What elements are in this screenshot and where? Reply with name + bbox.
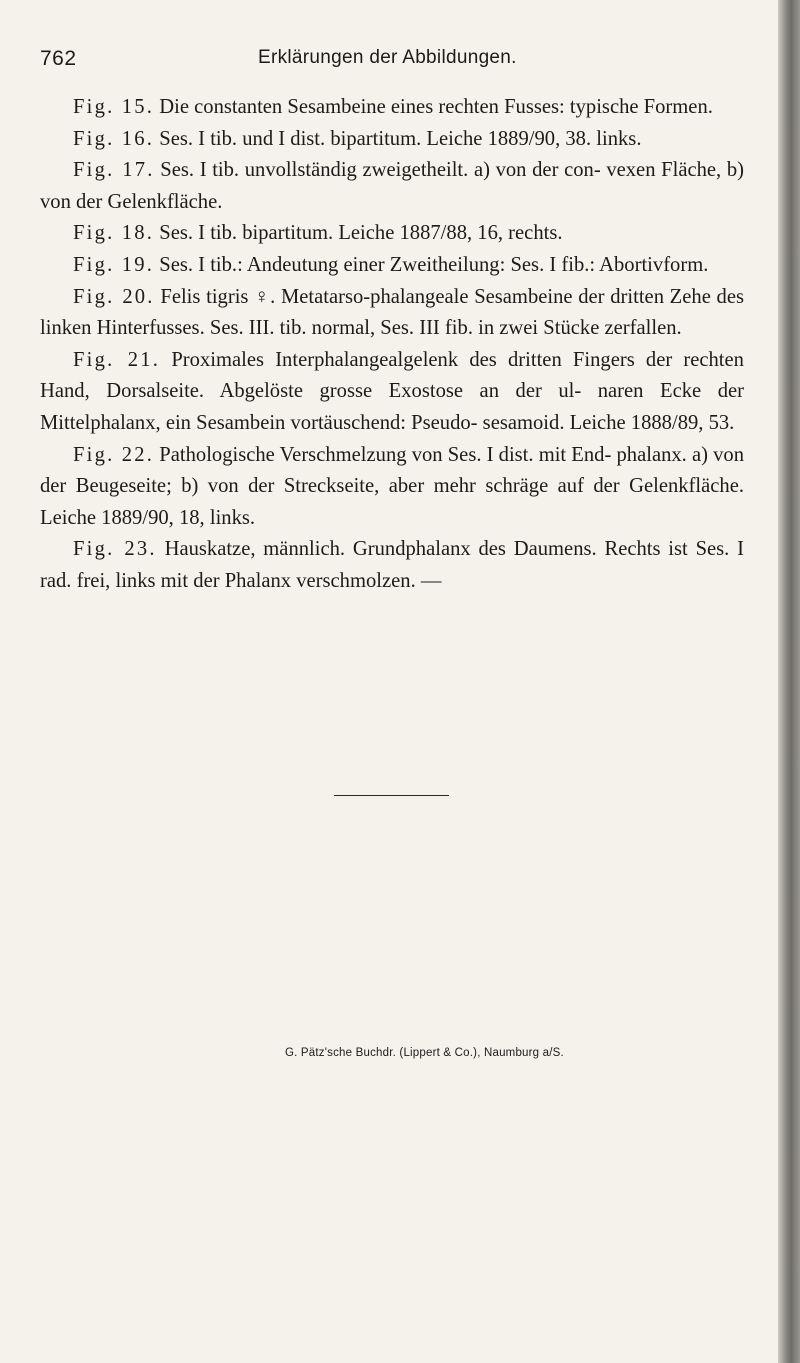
figure-entry (40, 155, 744, 218)
figure-description: Ses. I tib. unvollständig zweigetheilt. a) von der con- vexen Fläche, b) von der Gelenkfläche. (40, 159, 744, 213)
figure-description: Die constanten Sesambeine eines rechten Fusses: typische Formen. (159, 96, 713, 118)
figure-label: Fig. 20. (73, 285, 155, 308)
figure-explanations (40, 92, 744, 598)
figure-label: Fig. 19. (73, 253, 155, 276)
figure-label: Fig. 18. (73, 222, 155, 245)
figure-description: Hauskatze, männlich. Grundphalanx des Daumens. Rechts ist Ses. I rad. frei, links mit der Phalanx verschmolzen. — (40, 538, 744, 592)
figure-label: Fig. 17. (73, 159, 155, 182)
page-edge (778, 0, 800, 1363)
end-rule (334, 795, 449, 796)
figure-entry (40, 92, 744, 124)
figure-entry (40, 440, 744, 535)
page-number: 762 (40, 47, 77, 70)
figure-description: Ses. I tib.: Andeutung einer Zweitheilung: Ses. I fib.: Abortivform. (159, 253, 709, 276)
figure-description: Ses. I tib. und I dist. bipartitum. Leiche 1889/90, 38. links. (159, 127, 642, 150)
figure-label: Fig. 21. (73, 348, 161, 371)
figure-entry (40, 250, 744, 282)
figure-entry (40, 124, 744, 156)
figure-label: Fig. 23. (73, 538, 157, 561)
figure-description: Proximales Interphalangealgelenk des dritten Fingers der rechten Hand, Dorsalseite. Abgelöste grosse Exostose an der ul- naren Ecke der Mittelphalanx, ein Sesambein vortäuschend: Pseudo- sesamoid. Leiche 1888/89, 53. (40, 348, 744, 434)
figure-entry (40, 218, 744, 250)
figure-description: Ses. I tib. bipartitum. Leiche 1887/88, 16, rechts. (159, 222, 563, 245)
figure-description: Pathologische Verschmelzung von Ses. I dist. mit End- phalanx. a) von der Beugeseite; b) von der Streckseite, aber mehr schräge auf der Gelenkfläche. Leiche 1889/90, 18, links. (40, 443, 745, 529)
figure-entry (40, 534, 744, 597)
figure-entry (40, 345, 744, 440)
figure-label: Fig. 22. (73, 443, 155, 466)
figure-entry (40, 282, 744, 345)
figure-label: Fig. 15. (73, 96, 155, 118)
figure-label: Fig. 16. (73, 127, 155, 150)
figure-description: Felis tigris ♀. Metatarso-phalangeale Sesambeine der dritten Zehe des linken Hinterfusses. Ses. III. tib. normal, Ses. III fib. in zwei Stücke zerfallen. (40, 285, 744, 340)
printer-imprint: G. Pätz'sche Buchdr. (Lippert & Co.), Naumburg a/S. (285, 1047, 564, 1059)
running-title: Erklärungen der Abbildungen. (258, 47, 517, 68)
